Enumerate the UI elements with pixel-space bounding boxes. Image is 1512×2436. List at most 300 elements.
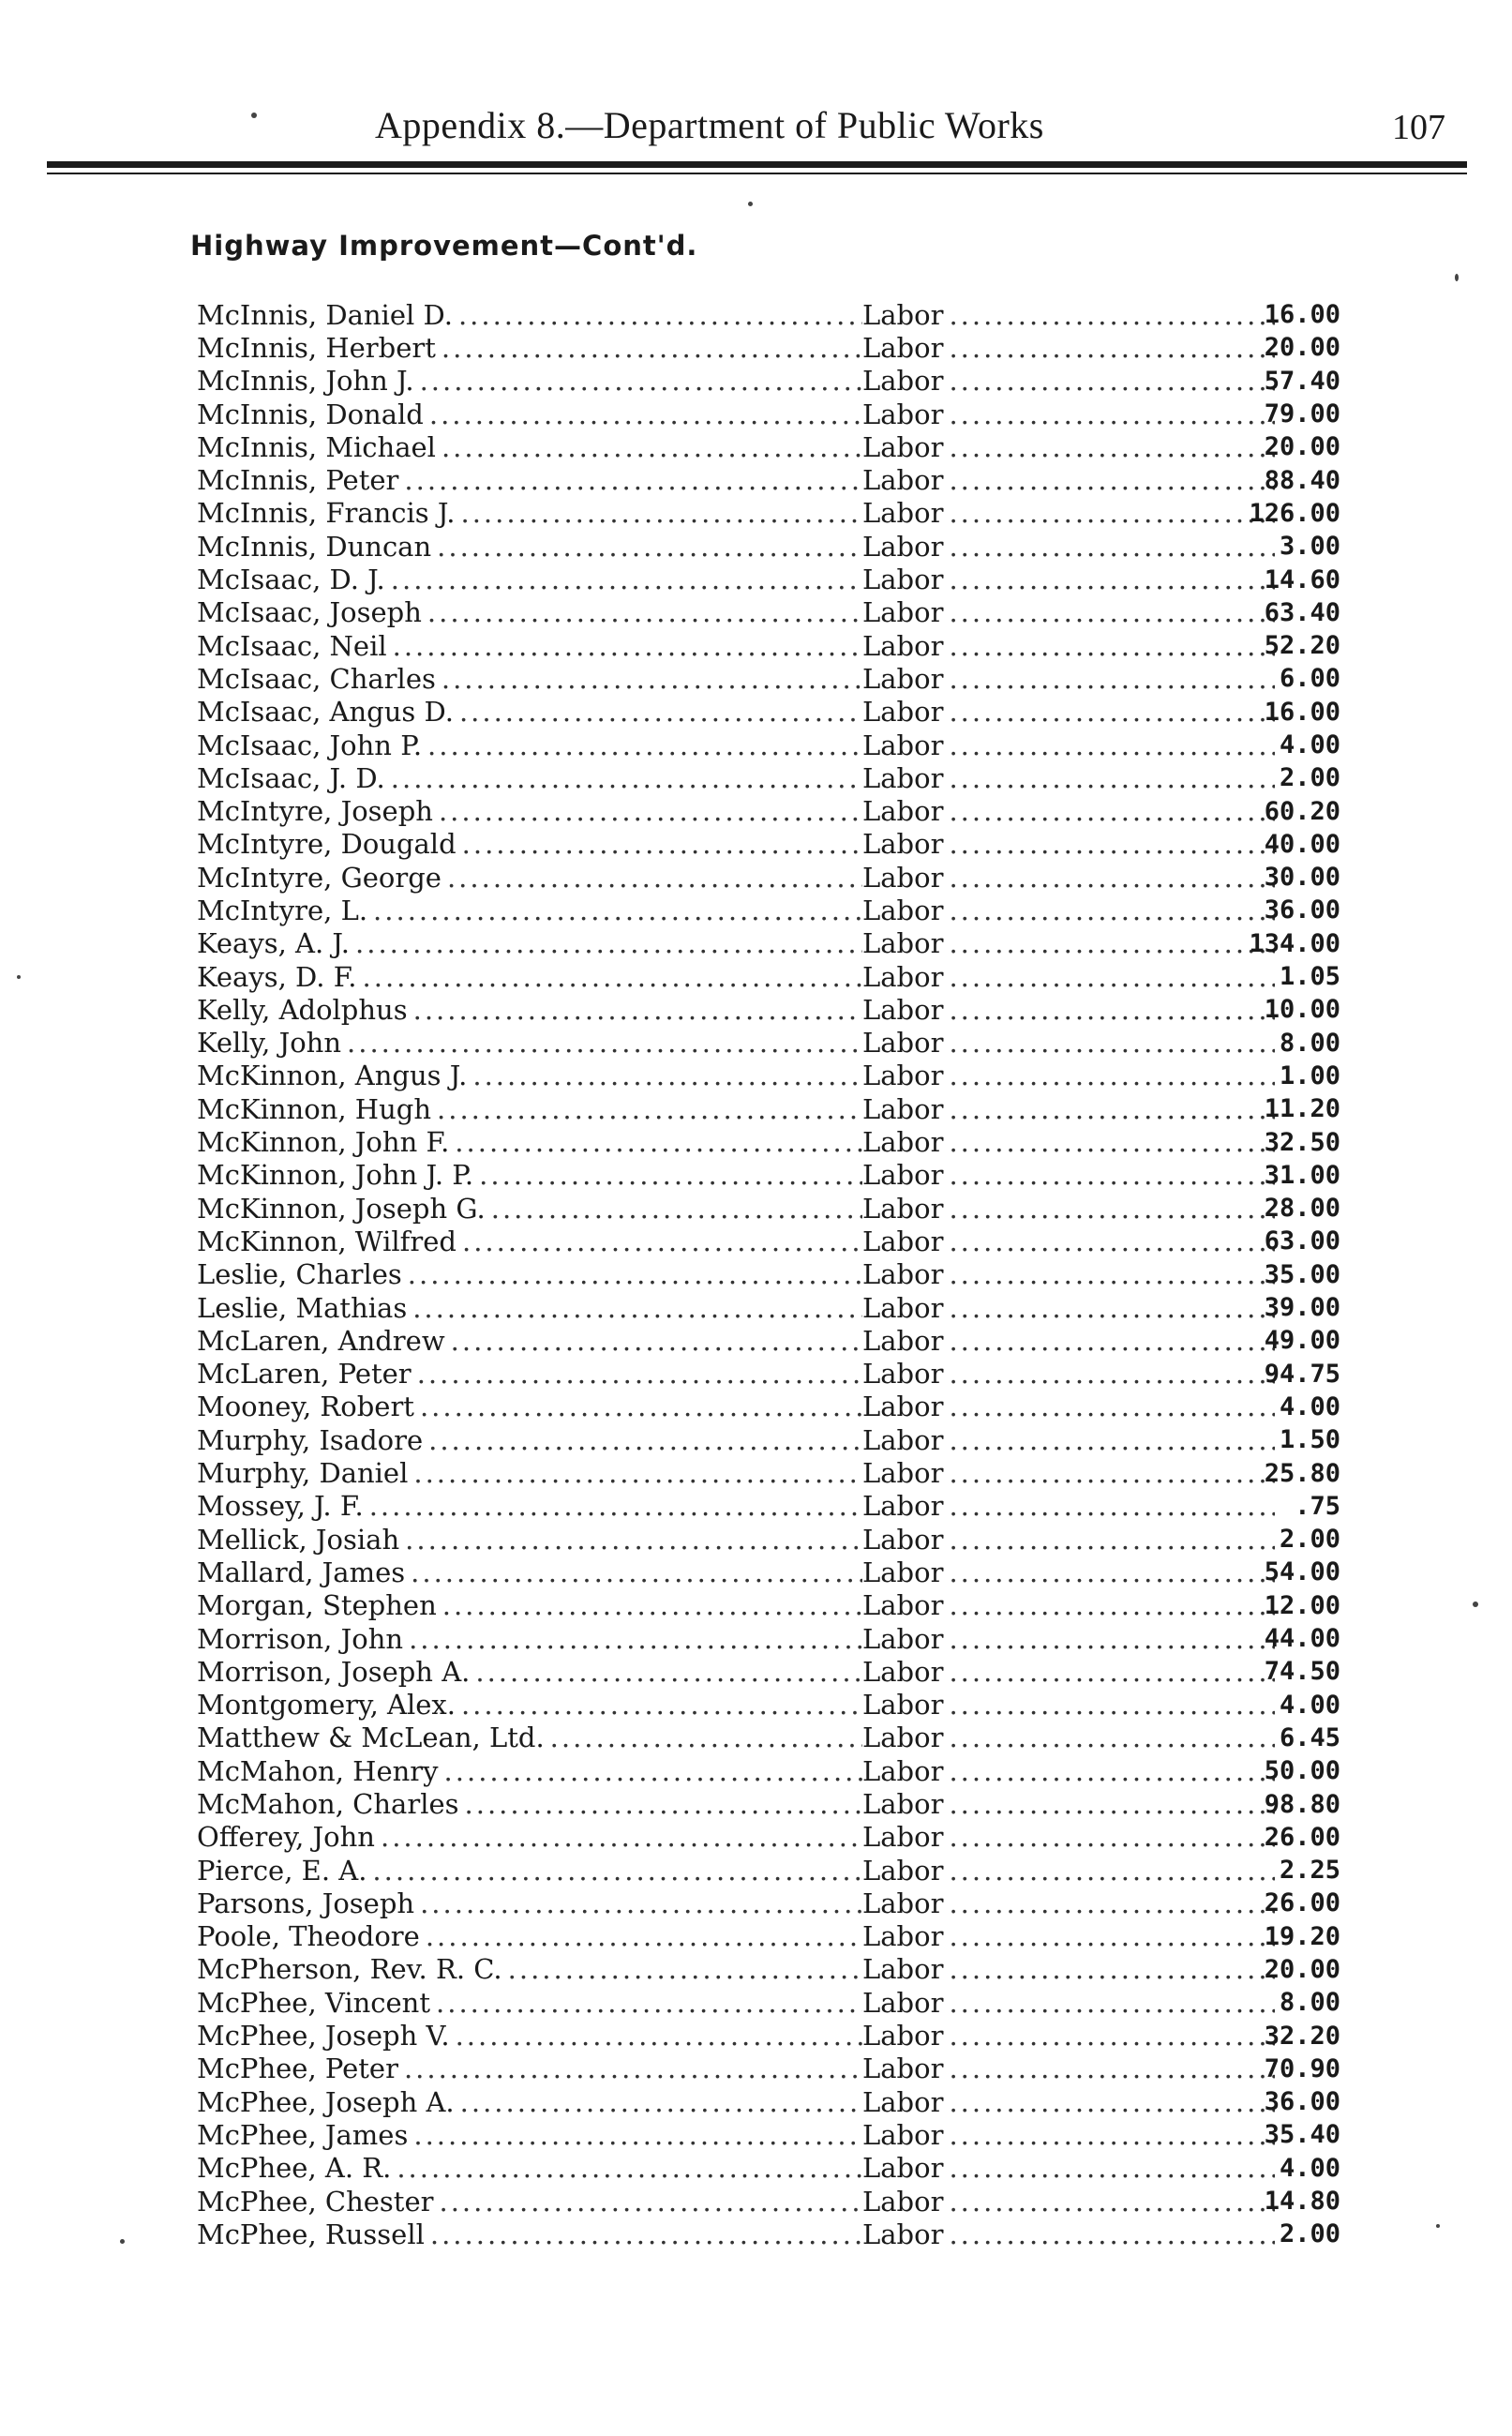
dot-leader [442,431,862,463]
ledger-row [197,596,1340,629]
dot-leader [949,795,1275,827]
amount: 44.00 [1264,1624,1340,1654]
amount: 40.00 [1264,829,1340,859]
name-cell [197,795,862,827]
amount: 32.50 [1264,1127,1340,1157]
dot-leader [491,1193,862,1225]
expense-type: Labor [862,1358,949,1390]
dot-leader [417,1358,862,1390]
expense-type: Labor [862,696,949,728]
ledger-row [197,761,1340,794]
expense-type: Labor [862,2053,949,2084]
amount: 16.00 [1264,300,1340,330]
type-cell [862,332,1275,364]
name-cell [197,1722,862,1753]
type-cell [862,630,1275,662]
ledger-row [197,1754,1340,1787]
payee-name: McIsaac, Charles [197,663,442,695]
name-cell [197,596,862,628]
type-cell [862,1325,1275,1357]
dot-leader [391,564,862,595]
type-cell [862,531,1275,563]
amount: 4.00 [1279,2153,1340,2183]
header-rule-thick [47,161,1467,168]
amount: 1.05 [1279,962,1340,992]
amount: 1.00 [1279,1060,1340,1090]
amount: 98.80 [1264,1789,1340,1819]
amount: 2.00 [1279,2219,1340,2249]
dot-leader [369,1490,862,1522]
dot-leader [949,1689,1275,1721]
dot-leader [508,1953,862,1985]
type-cell [862,1391,1275,1422]
expense-type: Labor [862,1987,949,2019]
ledger-row [197,2085,1340,2118]
payee-name: McInnis, Francis J. [197,497,461,529]
amount: 20.00 [1264,432,1340,462]
ledger-row [197,1060,1340,1092]
type-cell [862,729,1275,761]
type-cell [862,564,1275,595]
type-cell [862,1060,1275,1091]
ledger-row [197,365,1340,398]
ledger-table [197,298,1340,2251]
amount: 28.00 [1264,1194,1340,1224]
amount: 32.20 [1264,2021,1340,2051]
payee-name: McLaren, Peter [197,1358,417,1390]
type-cell [862,1855,1275,1887]
amount: 20.00 [1264,1954,1340,1984]
payee-name: McPhee, Russell [197,2218,430,2250]
ledger-row [197,1920,1340,1953]
amount: 70.90 [1264,2053,1340,2083]
dot-leader [465,1788,862,1820]
expense-type: Labor [862,1292,949,1324]
dot-leader [949,1126,1275,1158]
dot-leader [460,2086,862,2118]
name-cell [197,1623,862,1655]
dot-leader [949,564,1275,595]
payee-name: Mooney, Robert [197,1391,420,1422]
payee-name: Keays, D. F. [197,961,363,993]
scan-speck [1455,274,1459,281]
type-cell [862,927,1275,959]
type-cell [862,994,1275,1026]
name-cell [197,1821,862,1853]
type-cell [862,1589,1275,1621]
ledger-row [197,2118,1340,2151]
amount: 50.00 [1264,1756,1340,1786]
name-cell [197,1987,862,2019]
dot-leader [949,1920,1275,1952]
name-cell [197,630,862,662]
expense-type: Labor [862,895,949,926]
dot-leader [949,431,1275,463]
ledger-row [197,1291,1340,1324]
payee-name: McIntyre, Dougald [197,828,462,860]
type-cell [862,1656,1275,1688]
amount: 63.40 [1264,597,1340,627]
type-cell [862,862,1275,894]
type-cell [862,497,1275,529]
expense-type: Labor [862,1193,949,1225]
dot-leader [949,1193,1275,1225]
name-cell [197,2053,862,2084]
ledger-row [197,861,1340,894]
ledger-row [197,2019,1340,2052]
payee-name: McLaren, Andrew [197,1325,451,1357]
type-cell [862,1226,1275,1257]
ledger-row [197,1391,1340,1423]
ledger-row [197,497,1340,530]
payee-name: McPherson, Rev. R. C. [197,1953,508,1985]
dot-leader [455,1126,862,1158]
dot-leader [412,1292,862,1324]
dot-leader [949,1292,1275,1324]
dot-leader [397,2152,862,2184]
ledger-row [197,1655,1340,1688]
dot-leader [393,630,862,662]
type-cell [862,762,1275,794]
expense-type: Labor [862,1524,949,1556]
name-cell [197,1689,862,1721]
dot-leader [949,1325,1275,1357]
type-cell [862,2218,1275,2250]
expense-type: Labor [862,862,949,894]
amount: 126.00 [1249,498,1340,528]
amount: .75 [1295,1491,1340,1521]
name-cell [197,1391,862,1422]
ledger-row [197,993,1340,1026]
payee-name: Morrison, Joseph A. [197,1656,475,1688]
payee-name: McPhee, Vincent [197,1987,436,2019]
amount: 26.00 [1264,1822,1340,1852]
amount: 4.00 [1279,1391,1340,1421]
type-cell [862,1755,1275,1787]
dot-leader [949,497,1275,529]
type-cell [862,663,1275,695]
payee-name: Montgomery, Alex. [197,1689,461,1721]
name-cell [197,762,862,794]
amount: 30.00 [1264,863,1340,893]
dot-leader [949,1855,1275,1887]
dot-leader [949,2119,1275,2151]
dot-leader [949,1457,1275,1489]
payee-name: Kelly, Adolphus [197,994,413,1026]
dot-leader [949,762,1275,794]
name-cell [197,1093,862,1125]
dot-leader [363,961,862,993]
type-cell [862,1193,1275,1225]
name-cell [197,1258,862,1290]
name-cell [197,994,862,1026]
page-header [0,94,1512,159]
type-cell [862,2020,1275,2052]
name-cell [197,1226,862,1257]
type-cell [862,1987,1275,2019]
payee-name: Matthew & McLean, Ltd. [197,1722,550,1753]
dot-leader [437,531,862,563]
dot-leader [420,1391,862,1422]
expense-type: Labor [862,1490,949,1522]
payee-name: McIntyre, Joseph [197,795,439,827]
ledger-row [197,1821,1340,1854]
ledger-row [197,960,1340,993]
dot-leader [949,2186,1275,2218]
ledger-row [197,463,1340,496]
ledger-row [197,1258,1340,1291]
amount: 14.80 [1264,2187,1340,2217]
dot-leader [436,1987,862,2019]
dot-leader [949,1821,1275,1853]
name-cell [197,862,862,894]
type-cell [862,1722,1275,1753]
dot-leader [458,299,862,331]
dot-leader [949,1987,1275,2019]
name-cell [197,895,862,926]
payee-name: McInnis, Daniel D. [197,299,458,331]
expense-type: Labor [862,762,949,794]
ledger-row [197,1159,1340,1192]
type-cell [862,2053,1275,2084]
dot-leader [949,1623,1275,1655]
expense-type: Labor [862,1027,949,1059]
expense-type: Labor [862,1623,949,1655]
payee-name: Mallard, James [197,1556,411,1588]
payee-name: Leslie, Charles [197,1258,408,1290]
payee-name: Parsons, Joseph [197,1887,420,1919]
dot-leader [949,1524,1275,1556]
expense-type: Labor [862,1788,949,1820]
expense-type: Labor [862,1887,949,1919]
dot-leader [447,862,862,894]
dot-leader [949,862,1275,894]
ledger-row [197,2053,1340,2085]
name-cell [197,2218,862,2250]
name-cell [197,1656,862,1688]
dot-leader [949,1060,1275,1091]
expense-type: Labor [862,729,949,761]
ledger-row [197,1887,1340,1919]
payee-name: Mellick, Josiah [197,1524,405,1556]
dot-leader [949,332,1275,364]
ledger-row [197,1953,1340,1986]
dot-leader [420,365,862,397]
payee-name: McKinnon, John F. [197,1126,455,1158]
payee-name: McKinnon, Joseph G. [197,1193,491,1225]
dot-leader [949,531,1275,563]
name-cell [197,1358,862,1390]
dot-leader [439,795,862,827]
ledger-row [197,927,1340,960]
expense-type: Labor [862,2119,949,2151]
dot-leader [949,299,1275,331]
scan-speck [17,975,21,979]
name-cell [197,1887,862,1919]
dot-leader [949,1358,1275,1390]
amount: 8.00 [1279,1028,1340,1058]
name-cell [197,365,862,397]
name-cell [197,1755,862,1787]
ledger-row [197,1986,1340,2019]
amount: 35.00 [1264,1259,1340,1289]
type-cell [862,696,1275,728]
expense-type: Labor [862,464,949,496]
payee-name: Morgan, Stephen [197,1589,442,1621]
expense-type: Labor [862,564,949,595]
dot-leader [949,2053,1275,2084]
scan-speck [1473,1601,1478,1607]
payee-name: McKinnon, Angus J. [197,1060,472,1091]
dot-leader [949,663,1275,695]
name-cell [197,1159,862,1191]
name-cell [197,2186,862,2218]
dot-leader [949,1887,1275,1919]
payee-name: McIsaac, D. J. [197,564,391,595]
dot-leader [381,1821,862,1853]
type-cell [862,795,1275,827]
payee-name: Keays, A. J. [197,927,355,959]
payee-name: Murphy, Isadore [197,1424,428,1456]
expense-type: Labor [862,1589,949,1621]
dot-leader [444,1755,862,1787]
expense-type: Labor [862,828,949,860]
ledger-row [197,1556,1340,1588]
amount: 31.00 [1264,1160,1340,1190]
name-cell [197,1855,862,1887]
dot-leader [427,729,862,761]
dot-leader [426,1920,862,1952]
name-cell [197,729,862,761]
name-cell [197,1193,862,1225]
amount: 49.00 [1264,1326,1340,1356]
name-cell [197,497,862,529]
type-cell [862,895,1275,926]
dot-leader [949,1027,1275,1059]
payee-name: Poole, Theodore [197,1920,426,1952]
dot-leader [405,1524,862,1556]
dot-leader [949,1391,1275,1422]
amount: 94.75 [1264,1359,1340,1389]
expense-type: Labor [862,1722,949,1753]
header-rule-thin [47,173,1467,174]
scan-speck [120,2239,125,2244]
name-cell [197,1325,862,1357]
payee-name: McInnis, Donald [197,398,429,430]
dot-leader [949,464,1275,496]
section-heading: Highway Improvement—Cont'd. [190,230,698,262]
amount: 35.40 [1264,2120,1340,2150]
amount: 88.40 [1264,465,1340,495]
dot-leader [411,1556,862,1588]
type-cell [862,365,1275,397]
expense-type: Labor [862,1060,949,1091]
dot-leader [949,2020,1275,2052]
expense-type: Labor [862,431,949,463]
dot-leader [949,365,1275,397]
expense-type: Labor [862,1920,949,1952]
page-title: Appendix 8.—Department of Public Works [375,104,1044,146]
dot-leader [949,1755,1275,1787]
expense-type: Labor [862,927,949,959]
dot-leader [439,2186,862,2218]
expense-type: Labor [862,1126,949,1158]
amount: 39.00 [1264,1293,1340,1323]
payee-name: McIsaac, Neil [197,630,393,662]
ledger-row [197,1423,1340,1456]
dot-leader [461,497,863,529]
dot-leader [472,1060,862,1091]
amount: 8.00 [1279,1988,1340,2018]
payee-name: McPhee, Peter [197,2053,404,2084]
payee-name: McInnis, Michael [197,431,442,463]
name-cell [197,1589,862,1621]
name-cell [197,1027,862,1059]
type-cell [862,431,1275,463]
expense-type: Labor [862,1556,949,1588]
ledger-row [197,1456,1340,1489]
name-cell [197,2119,862,2151]
expense-type: Labor [862,1226,949,1257]
dot-leader [550,1722,862,1753]
type-cell [862,2186,1275,2218]
dot-leader [949,895,1275,926]
ledger-row [197,1092,1340,1125]
expense-type: Labor [862,365,949,397]
payee-name: Mossey, J. F. [197,1490,369,1522]
scan-speck [748,202,753,206]
type-cell [862,1126,1275,1158]
amount: 60.20 [1264,796,1340,826]
expense-type: Labor [862,531,949,563]
payee-name: McPhee, James [197,2119,413,2151]
amount: 12.00 [1264,1590,1340,1620]
name-cell [197,2020,862,2052]
ledger-row [197,331,1340,364]
dot-leader [949,927,1275,959]
ledger-row [197,1027,1340,1060]
ledger-row [197,398,1340,430]
dot-leader [949,1424,1275,1456]
expense-type: Labor [862,630,949,662]
dot-leader [949,1490,1275,1522]
name-cell [197,564,862,595]
dot-leader [949,398,1275,430]
type-cell [862,1093,1275,1125]
amount: 16.00 [1264,697,1340,727]
expense-type: Labor [862,1424,949,1456]
type-cell [862,1457,1275,1489]
scan-speck [251,113,257,118]
type-cell [862,1258,1275,1290]
ledger-row [197,430,1340,463]
ledger-row [197,662,1340,695]
amount: 36.00 [1264,895,1340,925]
payee-name: McKinnon, Hugh [197,1093,437,1125]
dot-leader [462,828,862,860]
type-cell [862,828,1275,860]
name-cell [197,1920,862,1952]
expense-type: Labor [862,1656,949,1688]
ledger-row [197,1787,1340,1820]
type-cell [862,299,1275,331]
payee-name: McInnis, Duncan [197,531,437,563]
type-cell [862,2152,1275,2184]
type-cell [862,1953,1275,1985]
name-cell [197,927,862,959]
type-cell [862,1556,1275,1588]
dot-leader [442,1589,862,1621]
